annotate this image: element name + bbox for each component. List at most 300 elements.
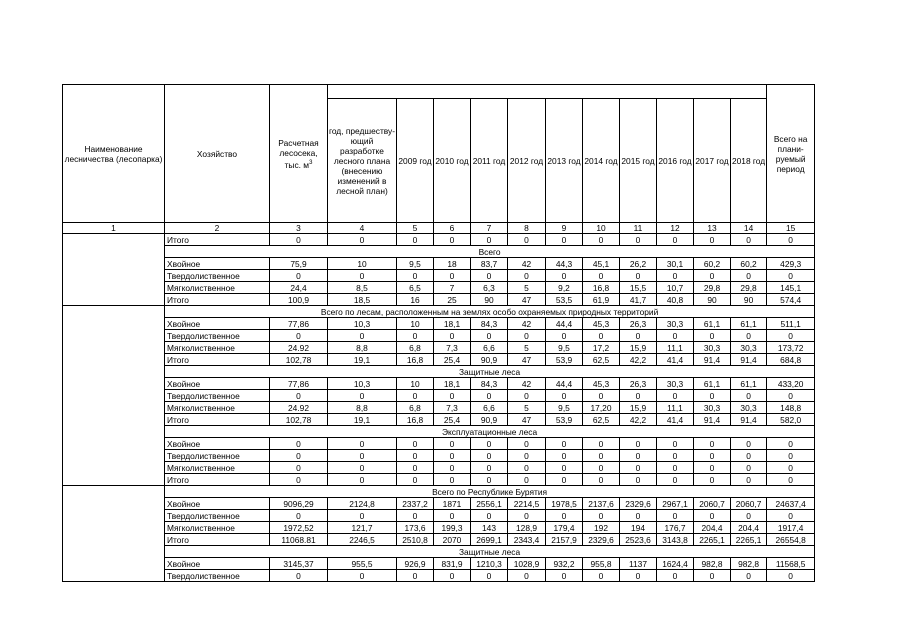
cell-value: 0 [434,570,471,582]
cell-value: 1028,9 [508,558,546,570]
cell-value: 0 [546,510,583,522]
column-number: 5 [397,223,434,234]
cell-value: 60,2 [731,258,767,270]
cell-value: 45,3 [583,378,620,390]
cell-value: 192 [583,522,620,534]
cell-value: 0 [583,330,620,342]
table-row [63,438,815,450]
cell-value: 2070 [434,534,471,546]
header-year: 2017 год [694,99,731,223]
cell-value: 1210,3 [471,558,508,570]
cell-value: 0 [328,462,397,474]
cell-value: 2699,1 [471,534,508,546]
cell-value: 0 [583,234,620,246]
cell-value: 0 [731,438,767,450]
cell-value: 0 [471,570,508,582]
cell-value: 0 [620,510,657,522]
cell-value: 0 [397,510,434,522]
cell-value: 91,4 [694,414,731,426]
table-row [63,402,815,414]
cell-value: 0 [620,438,657,450]
row-label: Хвойное [165,258,270,270]
cell-value: 0 [328,510,397,522]
cell-value: 24,4 [270,282,328,294]
cell-value: 0 [471,270,508,282]
cell-value: 61,1 [731,378,767,390]
cell-value: 0 [583,474,620,486]
section-title-row [63,246,815,258]
cell-value: 29,8 [694,282,731,294]
cell-value: 0 [767,450,815,462]
table-row [63,390,815,402]
row-label: Хвойное [165,318,270,330]
cell-value: 5 [508,282,546,294]
cell-value: 9,2 [546,282,583,294]
cell-value: 0 [397,330,434,342]
cell-value: 0 [508,462,546,474]
cell-value: 0 [546,462,583,474]
cell-value: 0 [583,462,620,474]
cell-value: 24637,4 [767,498,815,510]
row-label: Хвойное [165,438,270,450]
cell-value: 9,5 [546,402,583,414]
cell-value: 0 [508,330,546,342]
table-row [63,450,815,462]
cell-value: 0 [328,438,397,450]
cell-value: 0 [767,438,815,450]
cell-value: 0 [657,270,694,282]
cell-value: 41,4 [657,354,694,366]
cell-value: 831,9 [434,558,471,570]
cell-value: 121,7 [328,522,397,534]
row-label: Мягколиственное [165,522,270,534]
cell-value: 90 [471,294,508,306]
cell-value: 0 [397,234,434,246]
cell-value: 0 [620,570,657,582]
section-title-row [63,306,815,318]
cell-value: 0 [270,390,328,402]
cell-value: 0 [657,510,694,522]
cell-value: 173,6 [397,522,434,534]
table-row [63,510,815,522]
cell-value: 5 [508,402,546,414]
cell-value: 2060,7 [694,498,731,510]
cell-value: 176,7 [657,522,694,534]
cell-value: 0 [328,474,397,486]
forestry-cell [63,234,165,306]
cell-value: 0 [328,270,397,282]
cell-value: 148,8 [767,402,815,414]
cell-value: 0 [731,510,767,522]
cell-value: 25 [434,294,471,306]
cell-value: 45,1 [583,258,620,270]
cell-value: 61,1 [694,318,731,330]
cell-value: 16 [397,294,434,306]
cell-value: 2337,2 [397,498,434,510]
cell-value: 25,4 [434,414,471,426]
cell-value: 61,9 [583,294,620,306]
cell-value: 44,4 [546,378,583,390]
row-label: Твердолиственное [165,450,270,462]
cell-value: 0 [657,570,694,582]
cell-value: 0 [270,270,328,282]
cell-value: 0 [694,474,731,486]
header-year: 2010 год [434,99,471,223]
cell-value: 143 [471,522,508,534]
table-row [63,462,815,474]
cell-value: 2124,8 [328,498,397,510]
table-row [63,318,815,330]
cell-value: 44,4 [546,318,583,330]
header-allowable-cut: Расчетная лесосека, тыс. $м^3$ [270,85,328,223]
cell-value: 77,86 [270,318,328,330]
cell-value: 0 [620,450,657,462]
cell-value: 6,6 [471,342,508,354]
cell-value: 0 [328,570,397,582]
cell-value: 1917,4 [767,522,815,534]
row-label: Твердолиственное [165,390,270,402]
section-title: Всего по Республике Бурятия [165,486,815,498]
cell-value: 18,1 [434,318,471,330]
header-prior-year: год, предшеству-ющий разработке лесного плана (внесению изменений в лесной план) [328,99,397,223]
cell-value: 204,4 [694,522,731,534]
cell-value: 84,3 [471,378,508,390]
cell-value: 0 [731,570,767,582]
cell-value: 684,8 [767,354,815,366]
table-row [63,294,815,306]
column-number: 9 [546,223,583,234]
table-row [63,414,815,426]
cell-value: 19,1 [328,354,397,366]
cell-value: 77,86 [270,378,328,390]
header-year: 2016 год [657,99,694,223]
cell-value: 9,5 [546,342,583,354]
cell-value: 0 [620,462,657,474]
cell-value: 0 [583,390,620,402]
cell-value: 47 [508,354,546,366]
header-year: 2013 год [546,99,583,223]
cell-value: 47 [508,414,546,426]
cell-value: 0 [620,330,657,342]
header-year: 2009 год [397,99,434,223]
cell-value: 30,3 [731,342,767,354]
cell-value: 2265,1 [731,534,767,546]
cell-value: 0 [471,330,508,342]
row-label: Мягколиственное [165,342,270,354]
header-total-period: Всего на плани-руемый период [767,85,815,223]
cell-value: 0 [657,438,694,450]
row-label: Твердолиственное [165,270,270,282]
cell-value: 15,9 [620,342,657,354]
cell-value: 128,9 [508,522,546,534]
table-row [63,570,815,582]
cell-value: 10 [397,318,434,330]
cell-value: 0 [731,270,767,282]
cell-value: 0 [731,474,767,486]
cell-value: 18 [434,258,471,270]
cell-value: 0 [620,270,657,282]
cell-value: 0 [471,438,508,450]
cell-value: 0 [270,450,328,462]
cell-value: 0 [471,462,508,474]
cell-value: 0 [767,570,815,582]
cell-value: 75,9 [270,258,328,270]
cell-value: 582,0 [767,414,815,426]
column-number: 12 [657,223,694,234]
cell-value: 0 [397,462,434,474]
cell-value: 0 [434,270,471,282]
cell-value: 0 [694,570,731,582]
section-title-row [63,486,815,498]
header-year: 2015 год [620,99,657,223]
cell-value: 0 [657,462,694,474]
table-row [63,330,815,342]
cell-value: 0 [546,270,583,282]
column-number: 8 [508,223,546,234]
column-number: 13 [694,223,731,234]
cell-value: 1972,52 [270,522,328,534]
cell-value: 2343,4 [508,534,546,546]
cell-value: 0 [397,474,434,486]
cell-value: 42,2 [620,354,657,366]
row-label: Твердолиственное [165,330,270,342]
cell-value: 0 [694,462,731,474]
cell-value: 9,5 [397,258,434,270]
row-label: Итого [165,294,270,306]
cell-value: 25,4 [434,354,471,366]
cell-value: 0 [657,474,694,486]
cell-value: 0 [397,270,434,282]
cell-value: 9096,29 [270,498,328,510]
cell-value: 91,4 [694,354,731,366]
cell-value: 0 [583,510,620,522]
section-title: Эксплуатационные леса [165,426,815,438]
table-row [63,282,815,294]
cell-value: 0 [270,438,328,450]
cell-value: 204,4 [731,522,767,534]
cell-value: 11568,5 [767,558,815,570]
cell-value: 0 [270,330,328,342]
cell-value: 0 [620,474,657,486]
cell-value: 6,8 [397,342,434,354]
cell-value: 44,3 [546,258,583,270]
cell-value: 0 [767,510,815,522]
cell-value: 0 [694,390,731,402]
cell-value: 0 [471,510,508,522]
table-row [63,522,815,534]
cell-value: 26554,8 [767,534,815,546]
cell-value: 84,3 [471,318,508,330]
section-title: Защитные леса [165,546,815,558]
cell-value: 7,3 [434,402,471,414]
cell-value: 433,20 [767,378,815,390]
cell-value: 199,3 [434,522,471,534]
table-row [63,354,815,366]
cell-value: 30,3 [657,318,694,330]
cell-value: 0 [694,270,731,282]
column-number: 11 [620,223,657,234]
cell-value: 17,20 [583,402,620,414]
cell-value: 11068.81 [270,534,328,546]
cell-value: 0 [657,390,694,402]
cell-value: 0 [397,438,434,450]
row-label: Хвойное [165,498,270,510]
cell-value: 0 [583,450,620,462]
cell-value: 0 [434,234,471,246]
cell-value: 15,5 [620,282,657,294]
cell-value: 0 [434,390,471,402]
cell-value: 30,3 [731,402,767,414]
row-label: Итого [165,414,270,426]
cell-value: 0 [546,570,583,582]
cell-value: 0 [471,474,508,486]
cell-value: 0 [508,390,546,402]
cell-value: 2157,9 [546,534,583,546]
cell-value: 24.92 [270,402,328,414]
cell-value: 100,9 [270,294,328,306]
cell-value: 18,1 [434,378,471,390]
cell-value: 1624,4 [657,558,694,570]
cell-value: 0 [731,330,767,342]
cell-value: 30,3 [657,378,694,390]
row-label: Хвойное [165,378,270,390]
header-year: 2018 год [731,99,767,223]
cell-value: 91,4 [731,354,767,366]
cell-value: 0 [546,234,583,246]
cell-value: 83,7 [471,258,508,270]
row-label: Мягколиственное [165,282,270,294]
cell-value: 0 [694,438,731,450]
cell-value: 90,9 [471,414,508,426]
cell-value: 6,6 [471,402,508,414]
cell-value: 955,8 [583,558,620,570]
cell-value: 53,5 [546,294,583,306]
cell-value: 11,1 [657,342,694,354]
row-label: Твердолиственное [165,510,270,522]
cell-value: 61,1 [731,318,767,330]
cell-value: 0 [620,234,657,246]
section-title: Всего [165,246,815,258]
cell-value: 0 [694,510,731,522]
cell-value: 0 [546,438,583,450]
cell-value: 0 [767,474,815,486]
row-label: Итого [165,534,270,546]
cell-value: 0 [546,390,583,402]
cell-value: 0 [731,450,767,462]
column-number: 14 [731,223,767,234]
cell-value: 0 [731,462,767,474]
row-label: Хвойное [165,558,270,570]
cell-value: 0 [328,450,397,462]
cell-value: 53,9 [546,414,583,426]
cell-value: 2556,1 [471,498,508,510]
cell-value: 30,3 [694,342,731,354]
table-row [63,534,815,546]
row-label: Итого [165,474,270,486]
cell-value: 2523,6 [620,534,657,546]
cell-value: 3143,8 [657,534,694,546]
cell-value: 429,3 [767,258,815,270]
cell-value: 0 [397,390,434,402]
cell-value: 0 [471,234,508,246]
cell-value: 0 [471,450,508,462]
cell-value: 10,3 [328,318,397,330]
cell-value: 0 [694,330,731,342]
cell-value: 0 [657,450,694,462]
cell-value: 45,3 [583,318,620,330]
cell-value: 8,8 [328,402,397,414]
cell-value: 40,8 [657,294,694,306]
cell-value: 8,8 [328,342,397,354]
cell-value: 173,72 [767,342,815,354]
cell-value: 0 [731,390,767,402]
cell-value: 0 [434,474,471,486]
section-title: Всего по лесам, расположенным на землях особо охраняемых природных территорий [165,306,815,318]
cell-value: 16,8 [397,414,434,426]
cell-value: 0 [583,570,620,582]
cell-value: 0 [731,234,767,246]
cell-value: 194 [620,522,657,534]
table-row [63,498,815,510]
cell-value: 60,2 [694,258,731,270]
cell-value: 15,9 [620,402,657,414]
cell-value: 2329,6 [583,534,620,546]
cell-value: 90 [731,294,767,306]
table-row [63,234,815,246]
cell-value: 0 [657,234,694,246]
cell-value: 30,1 [657,258,694,270]
cell-value: 3145,37 [270,558,328,570]
cell-value: 17,2 [583,342,620,354]
cell-value: 1871 [434,498,471,510]
cell-value: 41,7 [620,294,657,306]
column-number: 4 [328,223,397,234]
table-row [63,378,815,390]
table-row [63,342,815,354]
table-row [63,474,815,486]
cell-value: 2329,6 [620,498,657,510]
cell-value: 11,1 [657,402,694,414]
cell-value: 0 [546,450,583,462]
cell-value: 53,9 [546,354,583,366]
cell-value: 90 [694,294,731,306]
cell-value: 0 [328,330,397,342]
column-number: 7 [471,223,508,234]
cell-value: 2265,1 [694,534,731,546]
cell-value: 0 [546,330,583,342]
cell-value: 10 [328,258,397,270]
cell-value: 10,3 [328,378,397,390]
cell-value: 0 [767,234,815,246]
table-row [63,558,815,570]
cell-value: 982,8 [694,558,731,570]
cell-value: 0 [508,450,546,462]
header-forestry: Наименование лесничества (лесопарка) [63,85,165,223]
cell-value: 62,5 [583,354,620,366]
cell-value: 26,3 [620,378,657,390]
cell-value: 16,8 [583,282,620,294]
cell-value: 574,4 [767,294,815,306]
cell-value: 7 [434,282,471,294]
cell-value: 2214,5 [508,498,546,510]
cell-value: 0 [767,390,815,402]
column-number: 15 [767,223,815,234]
cell-value: 0 [620,390,657,402]
table-row [63,258,815,270]
cell-value: 0 [328,234,397,246]
column-number: 3 [270,223,328,234]
cell-value: 91,4 [731,414,767,426]
